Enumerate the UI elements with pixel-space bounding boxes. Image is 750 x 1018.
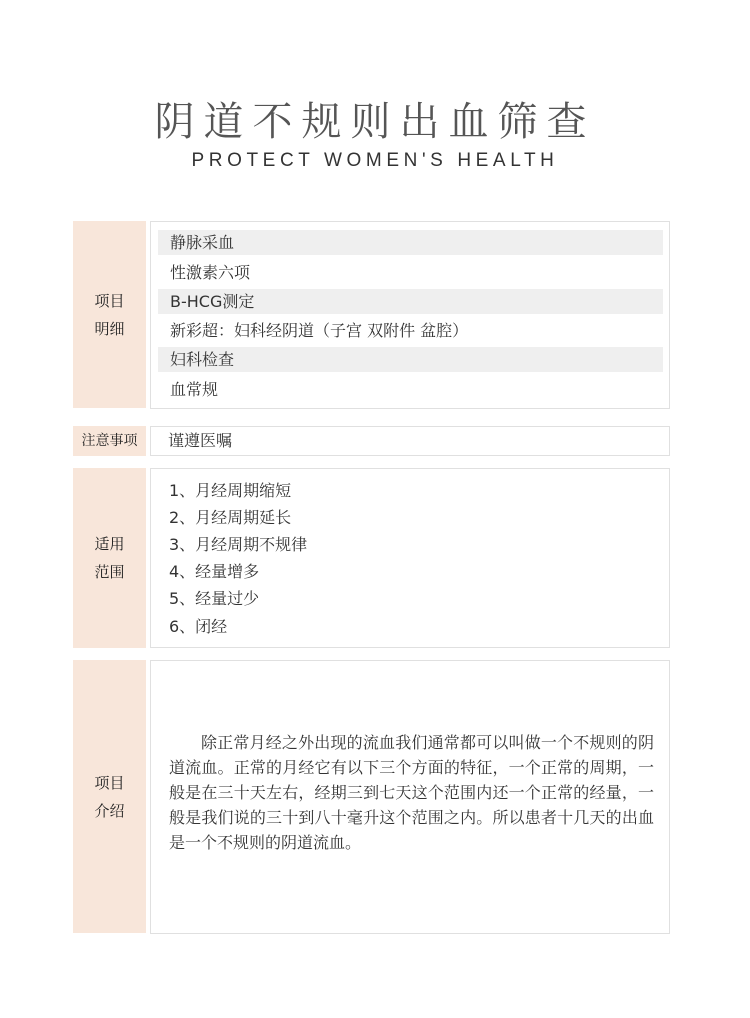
notes-section-label [73,426,146,456]
intro-label-line1: 项目 [94,773,125,792]
scope-section-label [73,468,146,648]
scope-item: 3、月经周期不规律 [169,535,308,554]
item-row: B-HCG测定 [158,289,663,314]
scope-section-content [150,468,670,648]
page-subtitle: PROTECT WOMEN'S HEALTH [191,150,559,171]
notes-label: 注意事项 [81,433,138,449]
items-section-content [150,221,670,409]
item-row: 血常规 [170,380,219,399]
item-row: 性激素六项 [170,263,251,282]
scope-item: 4、经量增多 [169,562,260,581]
scope-item: 2、月经周期延长 [169,508,292,527]
intro-paragraph: 除正常月经之外出现的流血我们通常都可以叫做一个不规则的阴道流血。正常的月经它有以下三个方面的特征，一个正常的周期，一般是在三十天左右，经期三到七天这个范围内还一个正常的经量，一般是我们说的三十到八十毫升这个范围之内。所以患者十几天的出血是一个不规则的阴道流血。 [169,733,654,852]
notes-value: 谨遵医嘱 [168,431,233,450]
items-label-line2: 明细 [94,319,125,338]
scope-item: 6、闭经 [169,617,228,636]
scope-label-line1: 适用 [94,535,125,553]
intro-section-label [73,660,146,933]
scope-item: 1、月经周期缩短 [169,481,292,500]
intro-section-content [150,660,670,934]
intro-label-line2: 介绍 [94,801,125,820]
notes-section-content [150,426,670,456]
item-row: 新彩超：妇科经阴道（子宫 双附件 盆腔） [170,321,469,340]
scope-item: 5、经量过少 [169,589,260,608]
item-row: 静脉采血 [158,230,663,255]
item-row: 妇科检查 [158,347,663,372]
items-section-label [73,221,146,408]
items-label-line1: 项目 [94,291,125,310]
scope-label-line2: 范围 [94,563,125,581]
page-title: 阴道不规则出血筛查 [154,99,596,145]
